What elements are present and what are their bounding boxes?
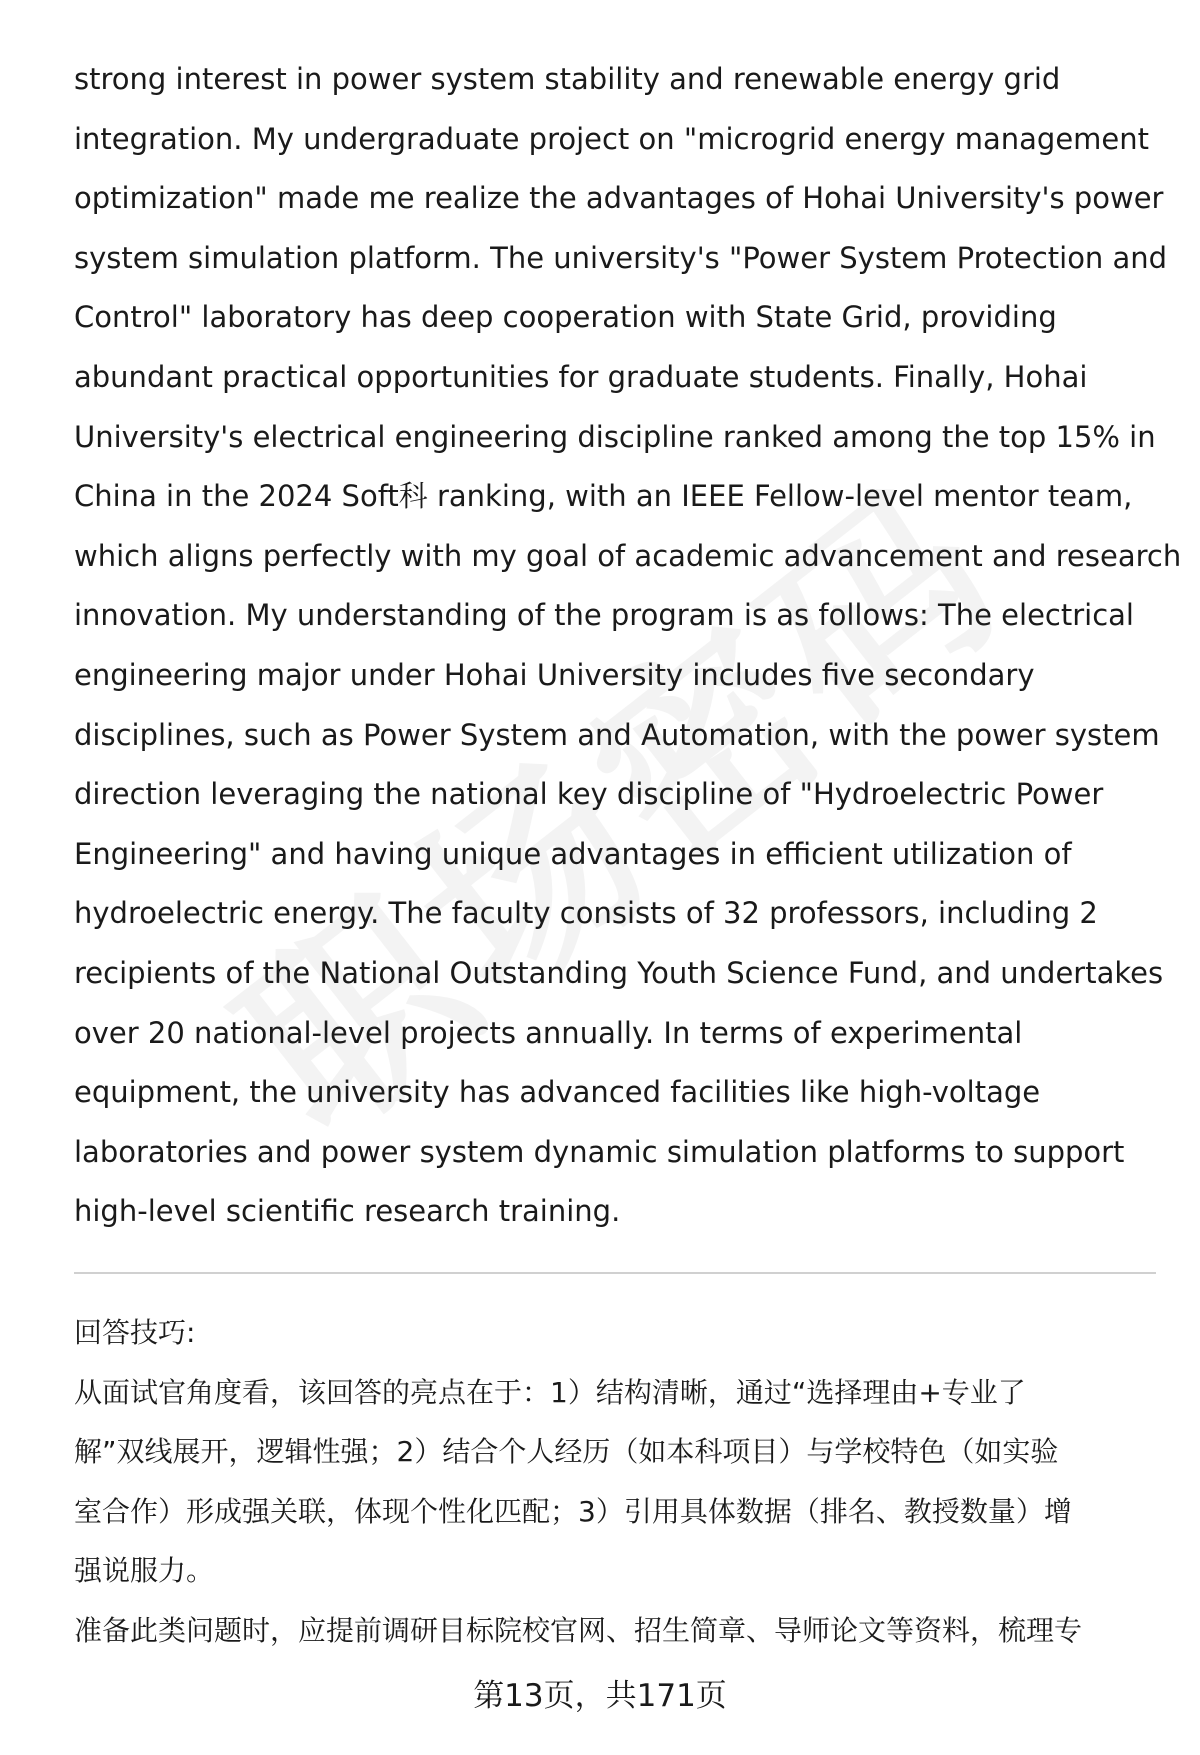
answer-line: equipment, the university has advanced facilities like high-voltage (74, 1075, 1041, 1110)
answer-text (74, 50, 1182, 1242)
answer-line: which aligns perfectly with my goal of academic advancement and research (74, 538, 1182, 573)
answer-line: high-level scientific research training. (74, 1194, 621, 1229)
tips-heading: 回答技巧: (74, 1316, 196, 1349)
answer-line: integration. My undergraduate project on "microgrid energy management (74, 121, 1150, 156)
answer-line: disciplines, such as Power System and Automation, with the power system (74, 717, 1160, 752)
tips-line: 解”双线展开，逻辑性强；2）结合个人经历（如本科项目）与学校特色（如实验 (74, 1435, 1059, 1469)
tips-line: 室合作）形成强关联，体现个性化匹配；3）引用具体数据（排名、教授数量）增 (74, 1494, 1072, 1528)
answer-line: hydroelectric energy. The faculty consists of 32 professors, including 2 (74, 896, 1098, 931)
page-number: 第13页，共171页 (473, 1678, 727, 1714)
answer-line: direction leveraging the national key discipline of "Hydroelectric Power (74, 777, 1104, 812)
section-divider (74, 1272, 1156, 1274)
answer-line: Control" laboratory has deep cooperation with State Grid, providing (74, 300, 1057, 335)
tips-line: 准备此类问题时，应提前调研目标院校官网、招生简章、导师论文等资料，梳理专 (74, 1613, 1083, 1647)
answer-line: strong interest in power system stability and renewable energy grid (74, 62, 1061, 96)
tips-line: 从面试官角度看，该回答的亮点在于：1）结构清晰，通过“选择理由+专业了 (74, 1375, 1026, 1409)
answer-line: engineering major under Hohai University includes five secondary (74, 657, 1035, 692)
answer-line: University's electrical engineering discipline ranked among the top 15% in (74, 419, 1156, 454)
answer-line: over 20 national-level projects annually. In terms of experimental (74, 1015, 1023, 1050)
answer-line: China in the 2024 Soft科 ranking, with an IEEE Fellow-level mentor team, (74, 479, 1133, 514)
answer-line: abundant practical opportunities for graduate students. Finally, Hohai (74, 359, 1088, 394)
answer-line: laboratories and power system dynamic simulation platforms to support (74, 1134, 1125, 1169)
answer-line: recipients of the National Outstanding Youth Science Fund, and undertakes (74, 955, 1164, 990)
answer-tips (74, 1303, 1154, 1661)
answer-line: system simulation platform. The university's "Power System Protection and (74, 240, 1168, 275)
answer-line: Engineering" and having unique advantages in efficient utilization of (74, 836, 1072, 871)
answer-line: innovation. My understanding of the program is as follows: The electrical (74, 598, 1134, 633)
answer-line: optimization" made me realize the advantages of Hohai University's power (74, 181, 1164, 216)
tips-line: 强说服力。 (74, 1554, 215, 1588)
